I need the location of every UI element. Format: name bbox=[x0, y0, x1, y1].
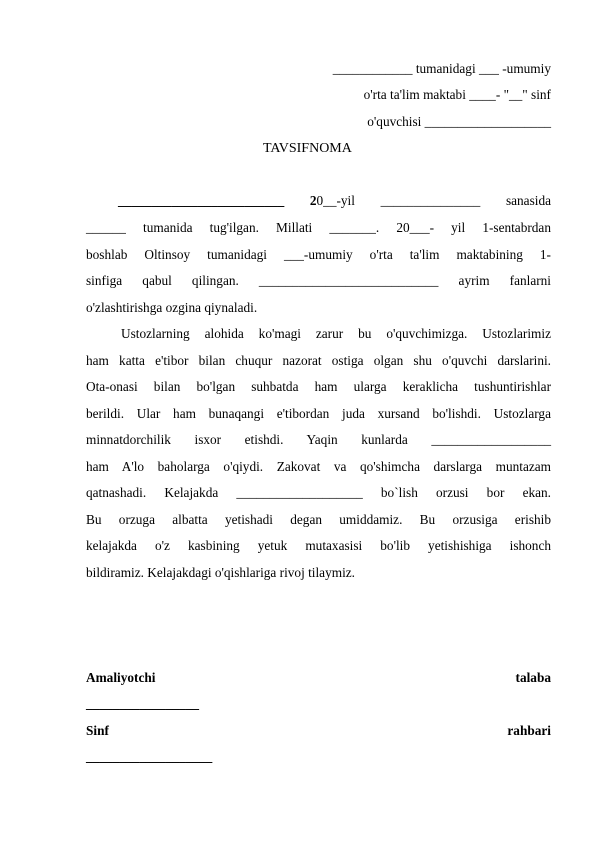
signature-practitioner-line: _________________ bbox=[86, 696, 200, 711]
header-school-line: o'rta ta'lim maktabi ____- "__" sinf bbox=[363, 87, 551, 102]
birth-name-blank: _________________________ 2 bbox=[118, 193, 317, 208]
body-line-1 bbox=[118, 193, 551, 209]
document-title: TAVSIFNOMA bbox=[263, 141, 352, 156]
body-line-12: qatnashadi. Kelajakda ___________________ bo`lish orzusi bor ekan. bbox=[86, 485, 551, 500]
signature-class-line: ___________________ bbox=[86, 749, 213, 764]
body-line-3: boshlab Oltinsoy tumanidagi ___-umumiy o'rta ta'lim maktabining 1- bbox=[86, 247, 551, 262]
body-line-2: ______ tumanida tug'ilgan. Millati _______. 20___- yil 1-sentabrdan bbox=[86, 220, 551, 235]
body-line-14: kelajakda o'z kasbining yetuk mutaxasisi bo'lib yetishishiga ishonch bbox=[86, 538, 551, 553]
body-line-7: ham katta e'tibor bilan chuqur nazorat ostiga olgan shu o'quvchi darslarini. bbox=[86, 353, 551, 368]
body-line-15: bildiramiz. Kelajakdagi o'qishlariga rivoj tilaymiz. bbox=[86, 565, 355, 580]
header-student-line: o'quvchisi ___________________ bbox=[367, 114, 551, 129]
body-line-5: o'zlashtirishga ozgina qiynaladi. bbox=[86, 300, 258, 315]
body-line-4: sinfiga qabul qilingan. ___________________________ ayrim fanlarni bbox=[86, 273, 551, 288]
body-line-8: Ota-onasi bilan bo'lgan suhbatda ham ularga keraklicha tushuntirishlar bbox=[86, 379, 551, 394]
signature-class-role: rahbari bbox=[507, 723, 551, 738]
body-line-9: berildi. Ular ham bunaqangi e'tibordan juda xursand bo'lishdi. Ustozlarga bbox=[86, 406, 551, 421]
birth-date-text: 0__-yil _______________ sanasida bbox=[316, 193, 551, 208]
signature-practitioner-label: Amaliyotchi bbox=[86, 670, 156, 685]
body-line-10: minnatdorchilik isxor etishdi. Yaqin kunlarda __________________ bbox=[86, 432, 551, 447]
body-line-6: Ustozlarning alohida ko'magi zarur bu o'quvchimizga. Ustozlarimiz bbox=[121, 326, 551, 341]
header-district-line: ____________ tumanidagi ___ -umumiy bbox=[332, 61, 551, 76]
signature-class-label: Sinf bbox=[86, 723, 109, 738]
signature-practitioner-role: talaba bbox=[515, 670, 551, 685]
body-line-13: Bu orzuga albatta yetishadi degan umiddamiz. Bu orzusiga erishib bbox=[86, 512, 551, 527]
body-line-11: ham A'lo baholarga o'qiydi. Zakovat va qo'shimcha darslarga muntazam bbox=[86, 459, 551, 474]
